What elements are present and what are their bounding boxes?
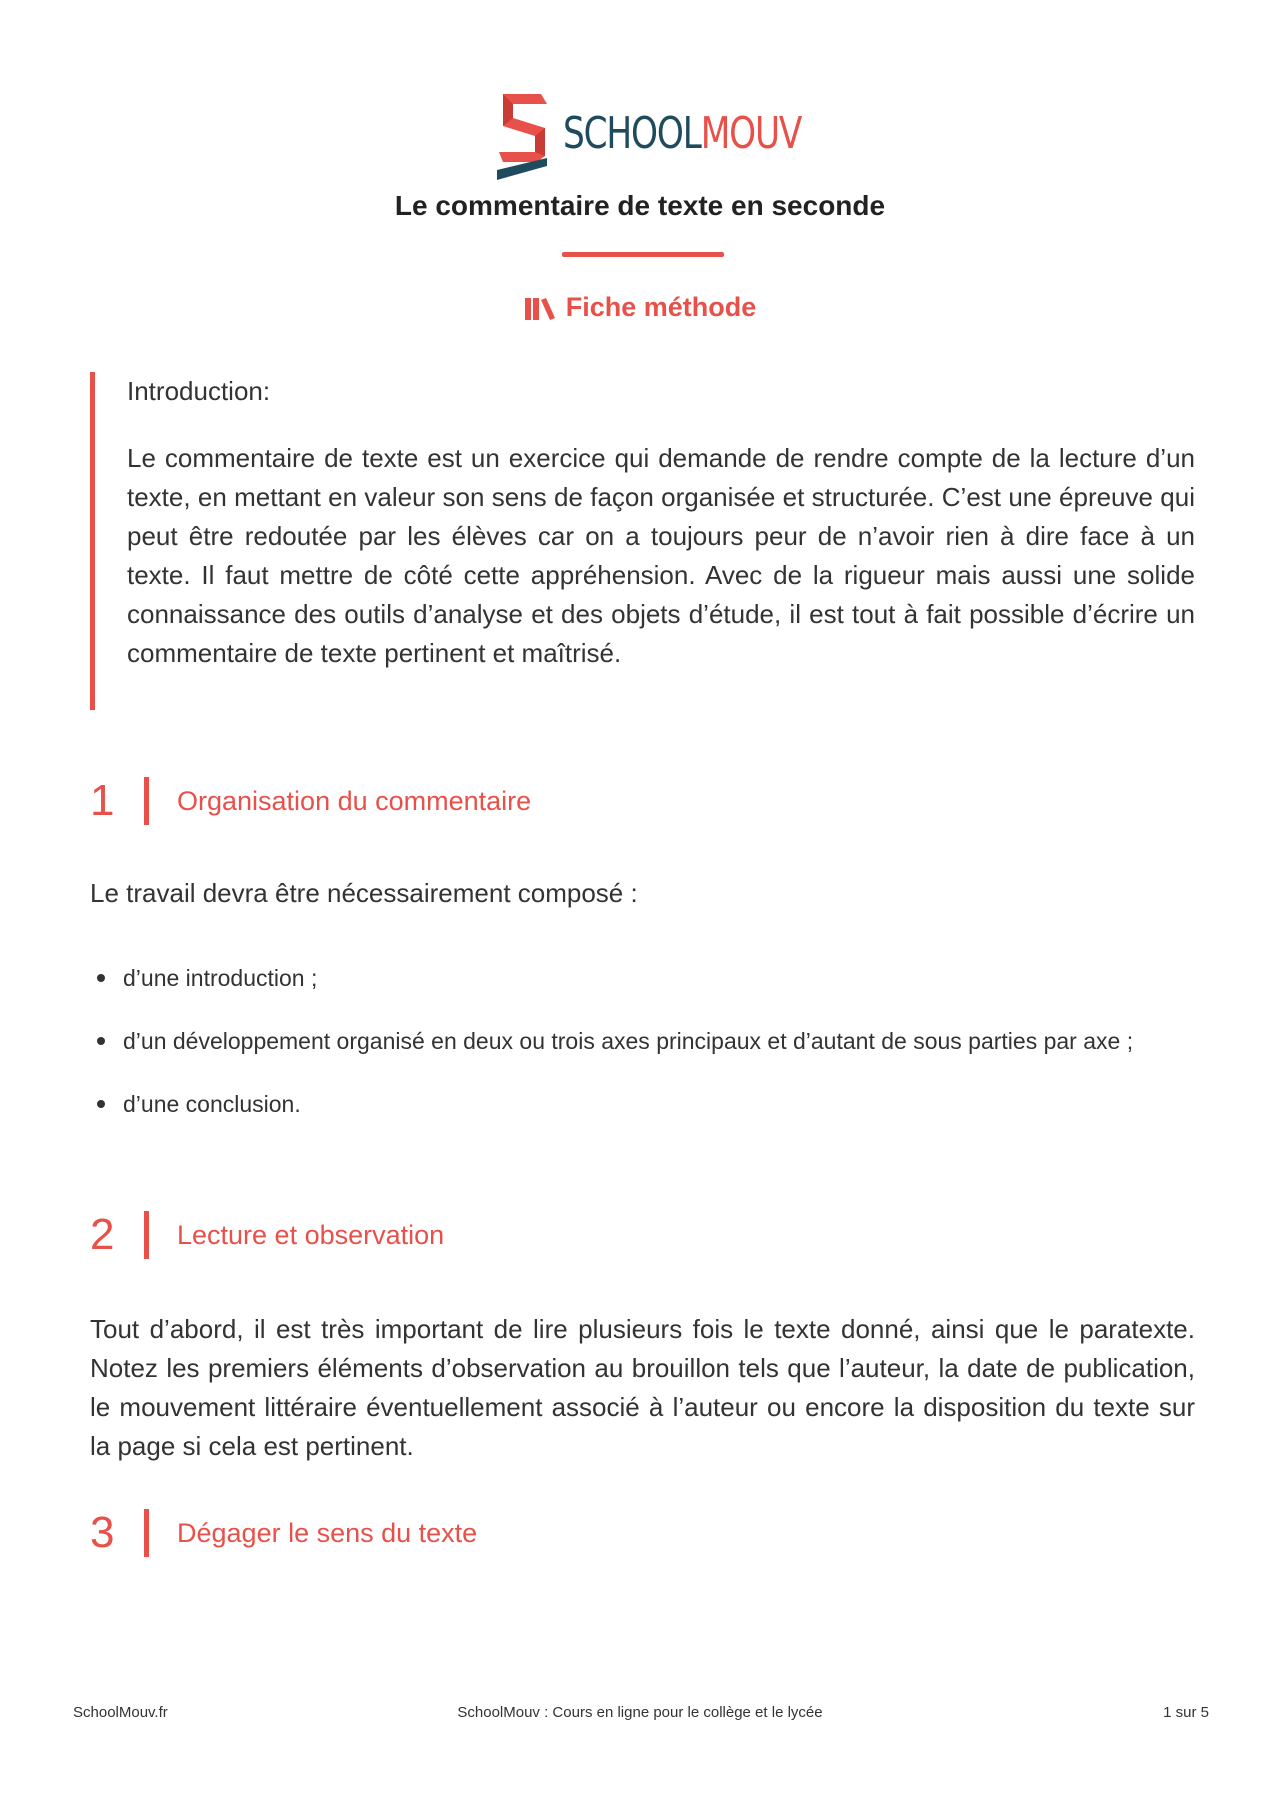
footer-page-number: 1 sur 5: [1163, 1704, 1209, 1721]
intro-heading: Introduction:: [127, 376, 271, 406]
introduction-block: [90, 372, 1195, 710]
section-2-text: Tout d’abord, il est très important de lire plusieurs fois le texte donné, ainsi que le paratexte. Notez les premiers éléments d’observation au brouillon tels que l’auteur, la date de publication, le mouvement littéraire éventuellement associé à l’auteur ou encore la disposition du texte sur la page si cela est pertinent.: [90, 1314, 1195, 1461]
section-title: Dégager le sens du texte: [177, 1517, 478, 1548]
footer-tagline: SchoolMouv : Cours en ligne pour le collège et le lycée: [457, 1704, 823, 1721]
section-number: 2: [90, 1210, 115, 1259]
title-divider: [562, 252, 724, 257]
section-2-heading: [90, 1210, 444, 1260]
intro-text: Le commentaire de texte est un exercice qui demande de rendre compte de la lecture d’un texte, en mettant en valeur son sens de façon organisée et structurée. C’est une épreuve qui peut être redoutée par les élèves car on a toujours peur de n’avoir rien à dire face à un texte. Il faut mettre de côté cette appréhension. Avec de la rigueur mais aussi une solide connaissance des outils d’analyse et des objets d’étude, il est tout à fait possible d’écrire un commentaire de texte pertinent et maîtrisé.: [127, 443, 1195, 668]
schoolmouv-s-icon: [497, 92, 549, 180]
section-3-heading: [90, 1508, 477, 1558]
brand-wordmark: [563, 108, 801, 159]
list-item: d’un développement organisé en deux ou trois axes principaux et d’autant de sous parties par axe ;: [90, 1018, 1195, 1064]
brand-part1: SCHOOL: [563, 108, 701, 159]
section-1-heading: [90, 776, 531, 826]
list-item: d’une introduction ;: [90, 955, 1195, 1001]
section-1-list: [90, 955, 1195, 1144]
section-bar: [144, 1509, 149, 1557]
section-bar: [144, 1211, 149, 1259]
brand-part2: MOUV: [700, 108, 802, 159]
books-icon: [524, 295, 556, 321]
doc-type: [0, 292, 1280, 323]
page-title: Le commentaire de texte en seconde: [394, 190, 886, 221]
doc-type-label: Fiche méthode: [565, 292, 757, 322]
schoolmouv-logo: [497, 92, 802, 180]
section-1-lead: Le travail devra être nécessairement composé :: [90, 878, 638, 908]
section-number: 1: [90, 776, 115, 825]
section-title: Lecture et observation: [177, 1219, 445, 1250]
footer-site: SchoolMouv.fr: [73, 1704, 168, 1721]
list-item: d’une conclusion.: [90, 1081, 1195, 1127]
section-bar: [144, 777, 149, 825]
section-number: 3: [90, 1508, 115, 1557]
section-title: Organisation du commentaire: [177, 785, 532, 816]
